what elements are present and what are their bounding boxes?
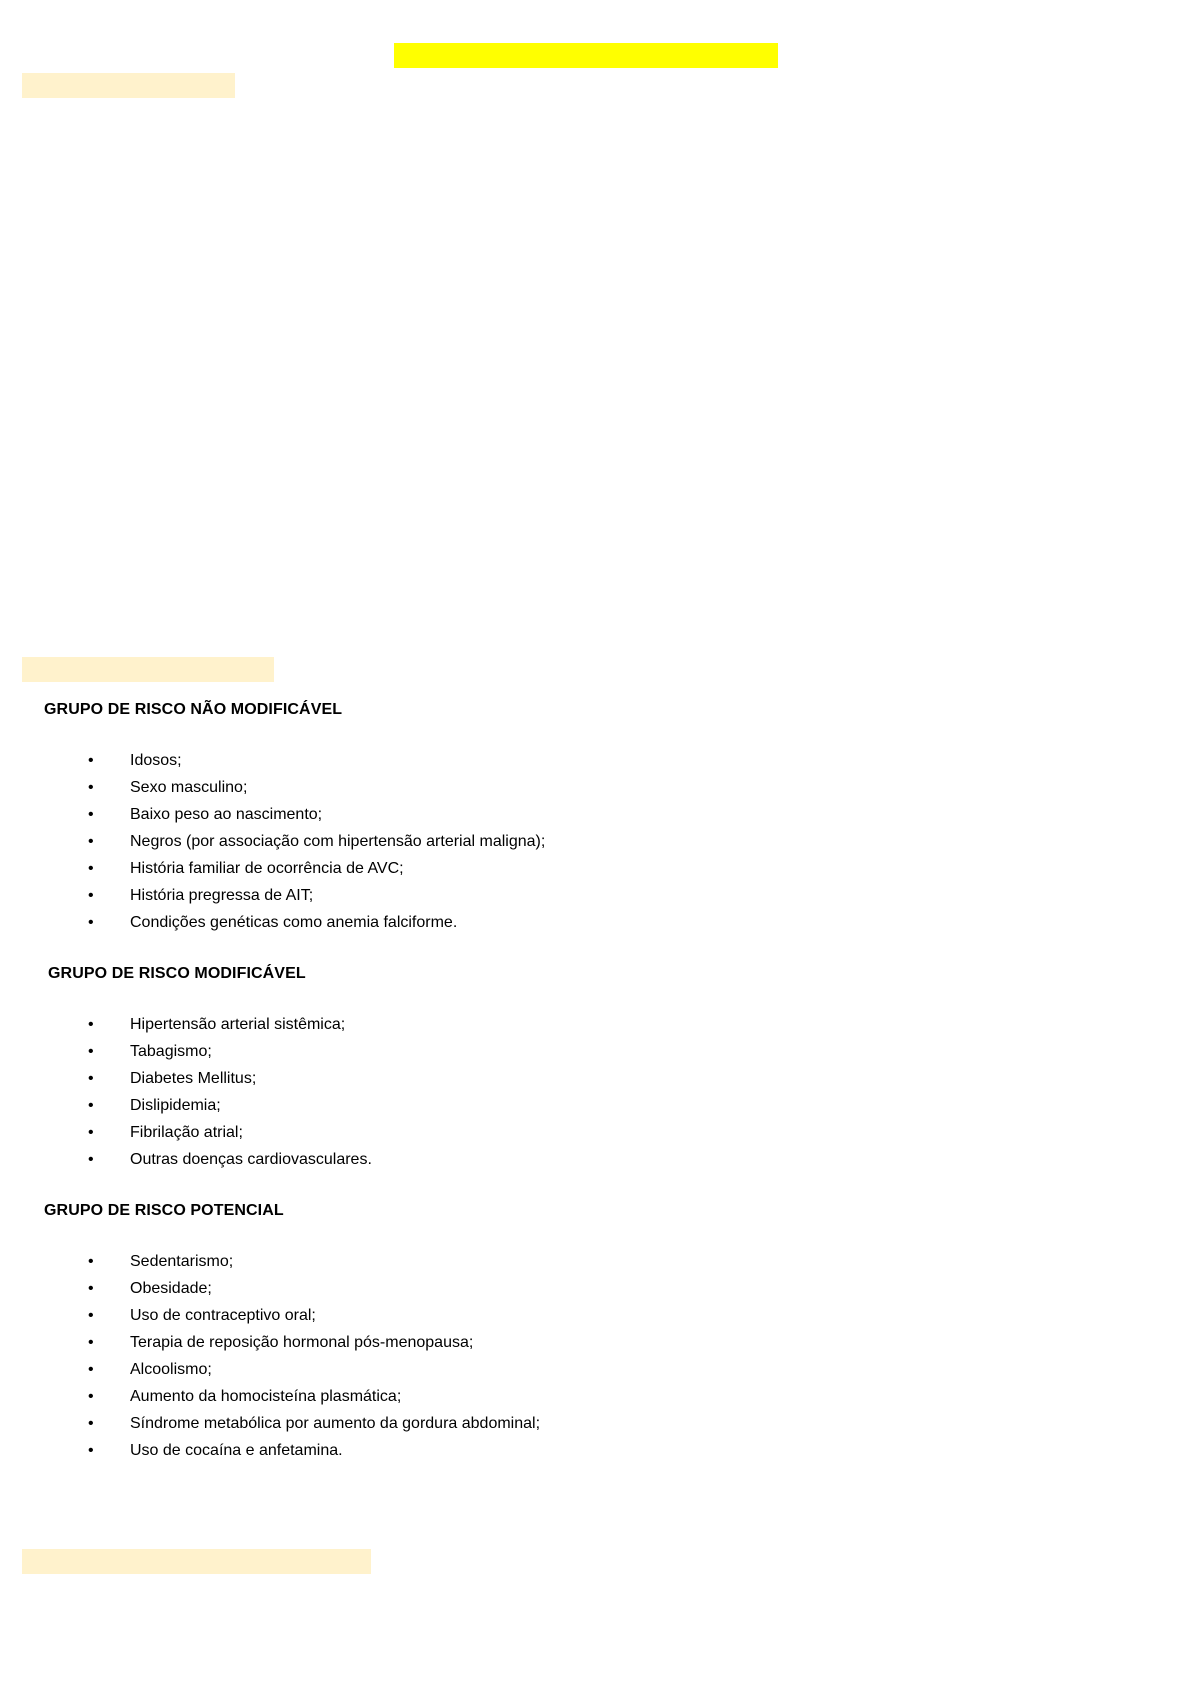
list-item: • Hipertensão arterial sistêmica; (0, 1014, 1191, 1041)
bullet-icon: • (88, 1415, 94, 1432)
list-item: • Sexo masculino; (0, 777, 1191, 804)
list-item: • Negros (por associação com hipertensão arterial maligna); (0, 831, 1191, 858)
section-highlight-bar (22, 657, 274, 682)
group-heading: GRUPO DE RISCO POTENCIAL (44, 1202, 284, 1219)
bullet-icon: • (88, 1016, 94, 1033)
list-item: • Baixo peso ao nascimento; (0, 804, 1191, 831)
list-item: • Dislipidemia; (0, 1095, 1191, 1122)
list-item: • Tabagismo; (0, 1041, 1191, 1068)
title-highlight-bar (394, 43, 778, 68)
group-heading: GRUPO DE RISCO NÃO MODIFICÁVEL (44, 701, 343, 718)
bullet-icon: • (88, 1043, 94, 1060)
section-highlight-bar (22, 73, 235, 98)
risk-group-potencial (0, 1200, 1191, 1467)
list-item: • Obesidade; (0, 1278, 1191, 1305)
bullet-icon: • (88, 833, 94, 850)
list-item: • Terapia de reposição hormonal pós-menopausa; (0, 1332, 1191, 1359)
list-item: • Uso de cocaína e anfetamina. (0, 1440, 1191, 1467)
risk-list (0, 1014, 1191, 1176)
bullet-icon: • (88, 779, 94, 796)
bullet-icon: • (88, 1307, 94, 1324)
list-item: • Aumento da homocisteína plasmática; (0, 1386, 1191, 1413)
list-item: • História familiar de ocorrência de AVC; (0, 858, 1191, 885)
bullet-icon: • (88, 1151, 94, 1168)
list-item: • Outras doenças cardiovasculares. (0, 1149, 1191, 1176)
bullet-icon: • (88, 1334, 94, 1351)
bullet-icon: • (88, 1097, 94, 1114)
bullet-icon: • (88, 752, 94, 769)
risk-group-modificavel (0, 963, 1191, 1176)
risk-list (0, 750, 1191, 939)
bullet-icon: • (88, 1124, 94, 1141)
section-highlight-bar (22, 1549, 371, 1574)
bullet-icon: • (88, 887, 94, 904)
list-item: • Sedentarismo; (0, 1251, 1191, 1278)
bullet-icon: • (88, 914, 94, 931)
group-heading: GRUPO DE RISCO MODIFICÁVEL (48, 965, 306, 982)
risk-group-nao-modificavel (0, 699, 1191, 939)
list-item: • Síndrome metabólica por aumento da gordura abdominal; (0, 1413, 1191, 1440)
bullet-icon: • (88, 806, 94, 823)
list-item: • Uso de contraceptivo oral; (0, 1305, 1191, 1332)
bullet-icon: • (88, 1361, 94, 1378)
list-item: • Alcoolismo; (0, 1359, 1191, 1386)
list-item: • Idosos; (0, 750, 1191, 777)
bullet-icon: • (88, 1442, 94, 1459)
bullet-icon: • (88, 1388, 94, 1405)
bullet-icon: • (88, 860, 94, 877)
risk-list (0, 1251, 1191, 1467)
bullet-icon: • (88, 1280, 94, 1297)
list-item: • Fibrilação atrial; (0, 1122, 1191, 1149)
bullet-icon: • (88, 1253, 94, 1270)
list-item: • Condições genéticas como anemia falciforme. (0, 912, 1191, 939)
list-item: • História pregressa de AIT; (0, 885, 1191, 912)
bullet-icon: • (88, 1070, 94, 1087)
list-item: • Diabetes Mellitus; (0, 1068, 1191, 1095)
